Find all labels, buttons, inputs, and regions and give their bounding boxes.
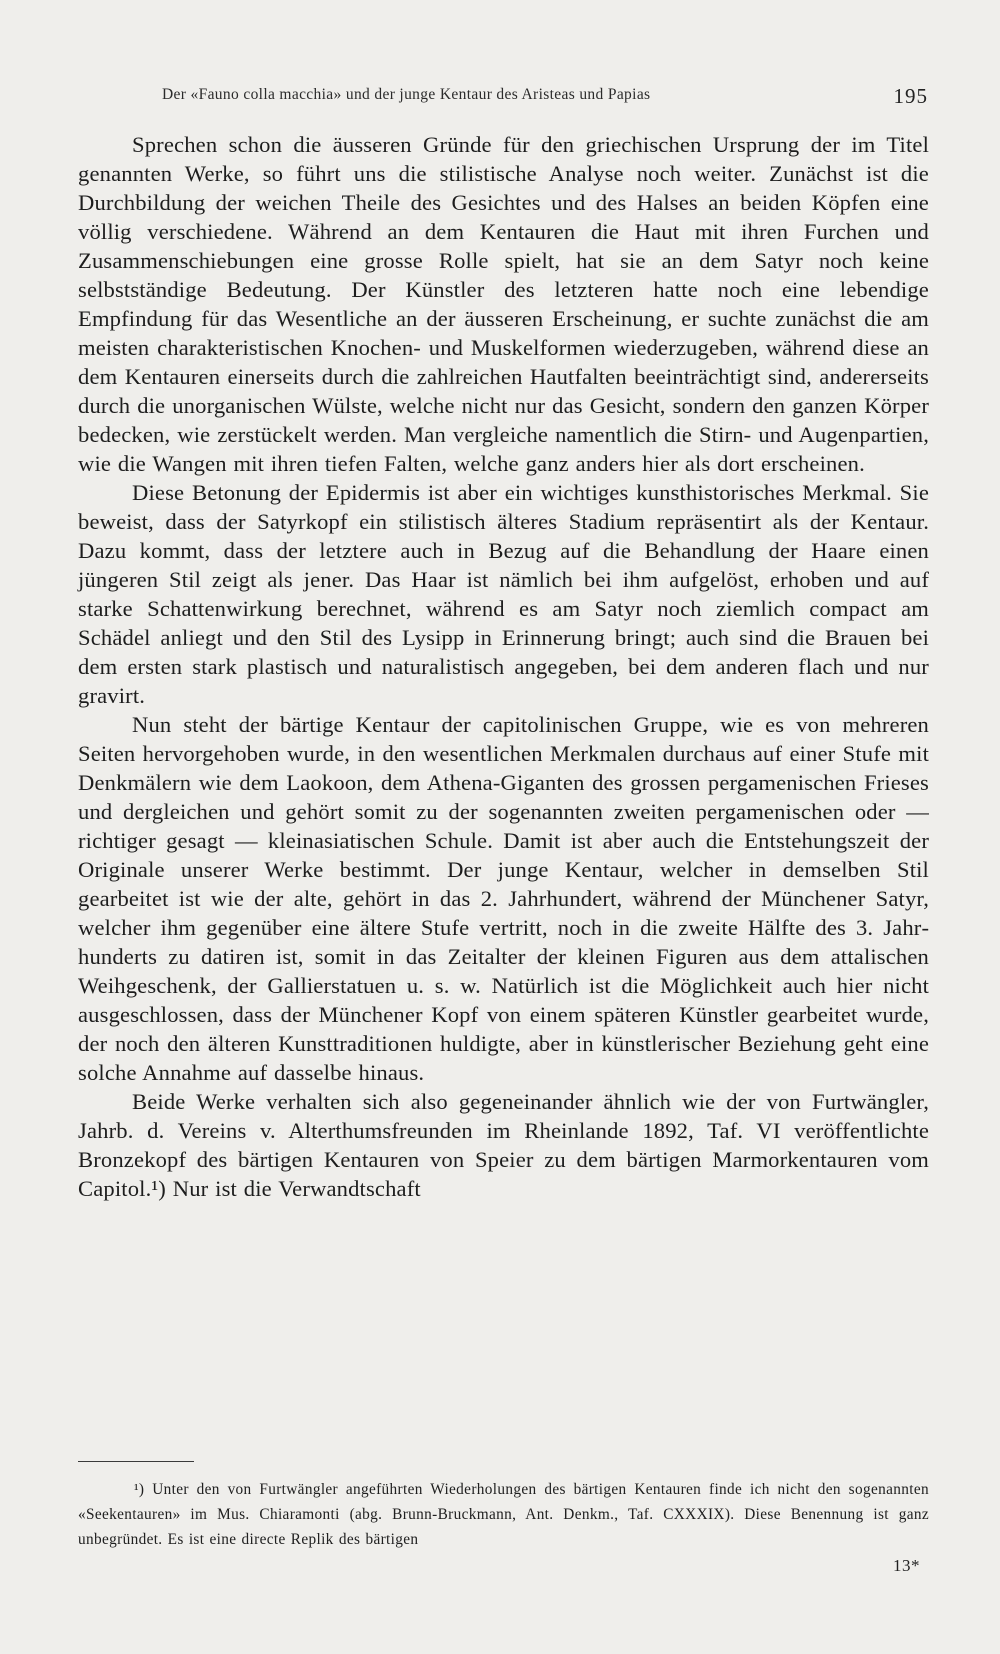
paragraph: Beide Werke verhalten sich also gegeneinander ähnlich wie der von Furtwängler, Jahrb. d. Vereins v. Alterthumsfreunden im Rheinlande 1892, Taf. VI veröffentlichte Bronzekopf des bärtigen Kentauren von Speier zu dem bärtigen Marmorkentauren vom Capitol.¹) Nur ist die Verwandtschaft bbox=[78, 1089, 929, 1201]
paragraph: Sprechen schon die äusseren Gründe für den griechischen Ursprung der im Titel genannten Werke, so führt uns die stilistische Analyse noch weiter. Zunächst ist die Durchbildung der weichen Theile des Gesichtes und des Halses an beiden Köpfen eine völlig verschiedene. Während an dem Kentauren die Haut mit ihren Furchen und Zusammenschiebungen eine grosse Rolle spielt, hat sie an dem Satyr noch keine selbstständige Bedeutung. Der Künstler des letzteren hatte noch eine lebendige Empfindung für das Wesentliche an der äusseren Erscheinung, er suchte zunächst die am meisten charakteristischen Knochen- und Muskelformen wiederzugeben, während diese an dem Kentauren einerseits durch die zahlreichen Hautfalten beeinträchtigt sind, andererseits durch die unorganischen Wülste, welche nicht nur das Gesicht, sondern den ganzen Körper bedecken, wie zerstückelt werden. Man vergleiche namentlich die Stirn- und Augenpartien, wie die Wangen mit ihren tiefen Falten, welche ganz anders hier als dort erscheinen. bbox=[78, 132, 929, 476]
signature-mark: 13* bbox=[893, 1556, 920, 1575]
paragraph: Diese Betonung der Epidermis ist aber ein wichtiges kunsthistorisches Merkmal. Sie beweist, dass der Satyrkopf ein stilistisch älteres Stadium repräsentirt als der Kentaur. Dazu kommt, dass der letztere auch in Bezug auf die Behandlung der Haare einen jüngeren Stil zeigt als jener. Das Haar ist nämlich bei ihm aufgelöst, erhoben und auf starke Schattenwirkung berechnet, während es am Satyr noch ziemlich compact am Schädel anliegt und den Stil des Lysipp in Erinnerung bringt; auch sind die Brauen bei dem ersten stark plastisch und naturalistisch angegeben, bei dem anderen flach und nur gravirt. bbox=[78, 480, 929, 708]
footnote: ¹) Unter den von Furtwängler angeführten Wiederholungen des bärtigen Kentauren finde ich nicht den sogenannten «Seekentauren» im Mus. Chiaramonti (abg. Brunn-Bruckmann, Ant. Denkm., Taf. CXXXIX). Diese Benennung ist ganz unbegründet. Es ist eine directe Replik des bärtigen bbox=[78, 1481, 929, 1548]
footnote-rule bbox=[78, 1461, 194, 1462]
page-header bbox=[162, 86, 928, 116]
body-text bbox=[78, 130, 929, 1203]
paragraph: Nun steht der bärtige Kentaur der capitolinischen Gruppe, wie es von mehreren Seiten hervorgehoben wurde, in den wesentlichen Merkmalen durchaus auf einer Stufe mit Denkmälern wie dem Laokoon, dem Athena-Giganten des grossen pergamenischen Frieses und dergleichen und gehört somit zu der sogenannten zweiten pergamenischen oder — richtiger gesagt — kleinasiatischen Schule. Damit ist aber auch die Entstehungszeit der Originale unserer Werke bestimmt. Der junge Kentaur, welcher in demselben Stil gearbeitet ist wie der alte, gehört in das 2. Jahrhundert, während der Münchener Satyr, welcher ihm gegenüber eine ältere Stufe vertritt, noch in die zweite Hälfte des 3. Jahrhunderts zu datiren ist, somit in das Zeitalter der kleinen Figuren aus dem attalischen Weihgeschenk, der Gallierstatuen u. s. w. Natürlich ist die Möglichkeit auch hier nicht ausgeschlossen, dass der Münchener Kopf von einem späteren Künstler gearbeitet wurde, der noch den älteren Kunsttraditionen huldigte, aber in künstlerischer Beziehung geht eine solche Annahme auf dasselbe hinaus. bbox=[78, 712, 929, 1085]
page-number: 195 bbox=[893, 84, 928, 108]
running-head: Der «Fauno colla macchia» und der junge Kentaur des Aristeas und Papias bbox=[162, 86, 651, 103]
